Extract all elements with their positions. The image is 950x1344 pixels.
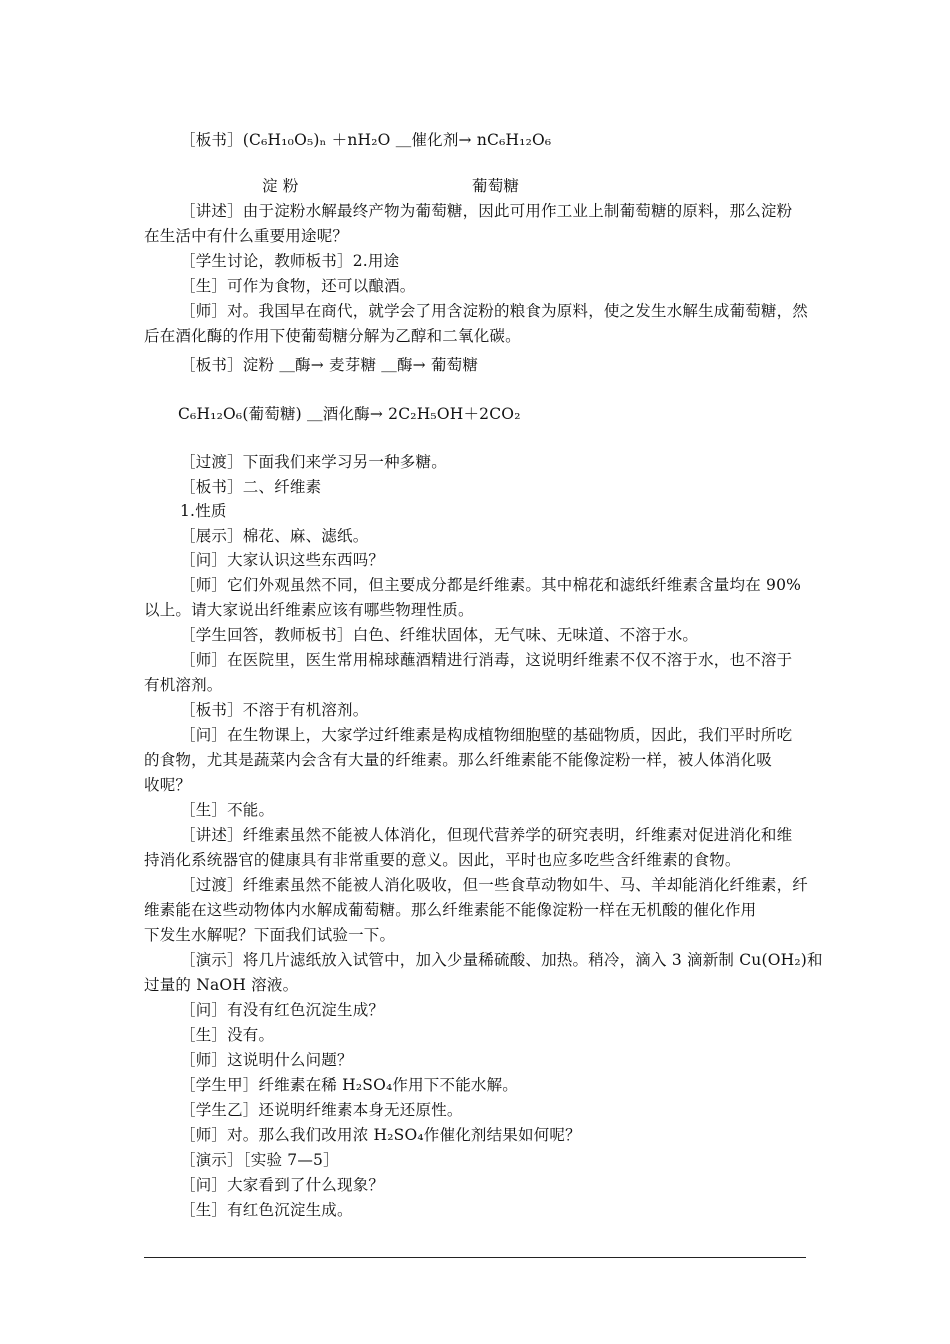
- text-line: 下发生水解呢？下面我们试验一下。: [144, 926, 396, 944]
- text-line: ［演示］将几片滤纸放入试管中，加入少量稀硫酸、加热。稍冷，滴入 3 滴新制 Cu(OH₂)和: [180, 951, 823, 969]
- text-line: ［问］大家看到了什么现象？: [180, 1176, 385, 1194]
- text-line: ［演示］［实验 7—5］: [180, 1151, 339, 1169]
- text-line: 以上。请大家说出纤维素应该有哪些物理性质。: [144, 601, 474, 619]
- text-line: ［师］在医院里，医生常用棉球蘸酒精进行消毒，这说明纤维素不仅不溶于水，也不溶于: [180, 651, 793, 669]
- text-line: ［板书］不溶于有机溶剂。: [180, 701, 369, 719]
- board-equation-starch-hydrolysis: ［板书］(C₆H₁₀O₅)ₙ ＋nH₂O ＿催化剂→ nC₆H₁₂O₆: [180, 131, 552, 149]
- text-line: ［师］这说明什么问题？: [180, 1051, 353, 1069]
- text-line: 在生活中有什么重要用途呢？: [144, 227, 349, 245]
- text-line: ［生］有红色沉淀生成。: [180, 1201, 353, 1219]
- text-line: ［板书］二、纤维素: [180, 478, 322, 496]
- label-starch: 淀 粉: [262, 177, 299, 195]
- text-line: 有机溶剂。: [144, 676, 223, 694]
- board-equation-fermentation: C₆H₁₂O₆(葡萄糖) ＿酒化酶→ 2C₂H₅OH＋2CO₂: [178, 405, 521, 423]
- text-line: ［师］对。我国早在商代，就学会了用含淀粉的粮食为原料，使之发生水解生成葡萄糖，然: [180, 302, 809, 320]
- text-line: 持消化系统器官的健康具有非常重要的意义。因此，平时也应多吃些含纤维素的食物。: [144, 851, 741, 869]
- label-glucose: 葡萄糖: [472, 177, 520, 195]
- text-line: ［师］它们外观虽然不同，但主要成分都是纤维素。其中棉花和滤纸纤维素含量均在 90%: [180, 576, 802, 594]
- text-line: ［生］不能。: [180, 801, 275, 819]
- text-line: ［讲述］纤维素虽然不能被人体消化，但现代营养学的研究表明，纤维素对促进消化和维: [180, 826, 793, 844]
- text-line: ［过渡］下面我们来学习另一种多糖。: [180, 453, 447, 471]
- text-line: ［展示］棉花、麻、滤纸。: [180, 527, 369, 545]
- text-line: ［学生乙］还说明纤维素本身无还原性。: [180, 1101, 463, 1119]
- text-line: ［过渡］纤维素虽然不能被人消化吸收，但一些食草动物如牛、马、羊却能消化纤维素，纤: [180, 876, 809, 894]
- footer-rule: [144, 1257, 806, 1258]
- text-line: 的食物，尤其是蔬菜内会含有大量的纤维素。那么纤维素能不能像淀粉一样，被人体消化吸: [144, 751, 773, 769]
- text-line: ［学生甲］纤维素在稀 H₂SO₄作用下不能水解。: [180, 1076, 518, 1094]
- text-line: 维素能在这些动物体内水解成葡萄糖。那么纤维素能不能像淀粉一样在无机酸的催化作用: [144, 901, 757, 919]
- text-line: 后在酒化酶的作用下使葡萄糖分解为乙醇和二氧化碳。: [144, 327, 521, 345]
- text-line: ［学生回答，教师板书］白色、纤维状固体，无气味、无味道、不溶于水。: [180, 626, 699, 644]
- text-line: ［问］有没有红色沉淀生成？: [180, 1001, 385, 1019]
- text-line: ［问］大家认识这些东西吗？: [180, 551, 385, 569]
- text-line: ［讲述］由于淀粉水解最终产物为葡萄糖，因此可用作工业上制葡萄糖的原料，那么淀粉: [180, 202, 793, 220]
- text-line: ［学生讨论，教师板书］2.用途: [180, 252, 400, 270]
- text-line: ［师］对。那么我们改用浓 H₂SO₄作催化剂结果如何呢？: [180, 1126, 581, 1144]
- text-line: ［生］可作为食物，还可以酿酒。: [180, 277, 416, 295]
- text-line: 收呢？: [144, 776, 192, 794]
- text-line: ［问］在生物课上，大家学过纤维素是构成植物细胞壁的基础物质，因此，我们平时所吃: [180, 726, 793, 744]
- board-equation-enzyme: ［板书］淀粉 ＿酶→ 麦芽糖 ＿酶→ 葡萄糖: [180, 356, 479, 374]
- text-line: 过量的 NaOH 溶液。: [144, 976, 299, 994]
- text-line: 1.性质: [180, 502, 227, 520]
- text-line: ［生］没有。: [180, 1026, 275, 1044]
